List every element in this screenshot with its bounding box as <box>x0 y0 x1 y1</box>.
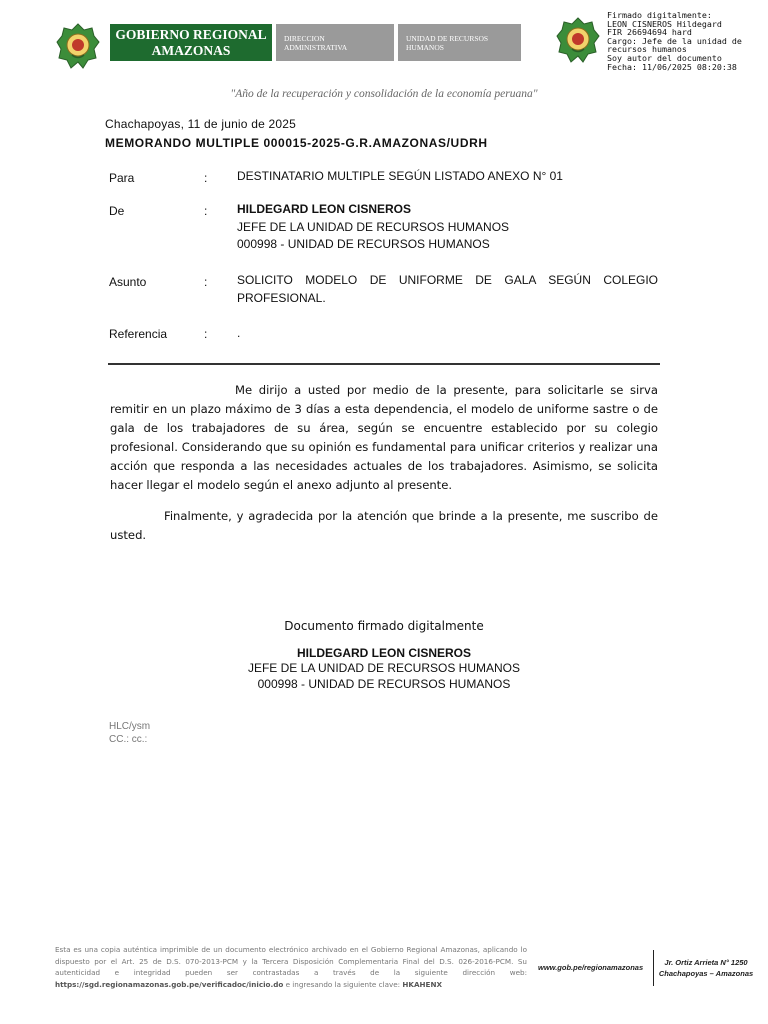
verification-key: HKAHENX <box>402 979 443 989</box>
sig-line: Fecha: 11/06/2025 08:20:38 <box>607 61 737 72</box>
referencia-colon: : <box>204 327 208 341</box>
referencia-value: . <box>237 326 241 340</box>
sig-line: recursos humanos <box>607 44 687 55</box>
address-line2: Chachapoyas – Amazonas <box>658 969 754 978</box>
direction-line2: ADMINISTRATIVA <box>284 42 348 52</box>
cc-line: CC.: cc.: <box>109 734 148 745</box>
para-value: DESTINATARIO MULTIPLE SEGÚN LISTADO ANEXO N° 01 <box>237 169 563 183</box>
asunto-colon: : <box>204 275 208 289</box>
body-paragraph-1: Me dirijo a usted por medio de la presente, para solicitarle se sirva remitir en un plazo máximo de 3 días a esta dependencia, el modelo de uniforme sastre o de gala de los trabajadores de su área, según se encuentre establecido por su colegio profesional. Considerando que su opinión es fundamental para unificar criterios y realizar una acción que responda a las necesidades actuales de los trabajadores. Asimismo, se solicita hacer llegar el modelo según el anexo adjunto al presente. <box>110 383 658 492</box>
regional-emblem-left <box>56 22 100 70</box>
de-position: JEFE DE LA UNIDAD DE RECURSOS HUMANOS <box>237 220 510 234</box>
de-colon: : <box>204 204 208 218</box>
authenticity-notice <box>55 944 527 990</box>
regional-emblem-right <box>556 16 600 64</box>
notice-text-2: e ingresando la siguiente clave: <box>283 979 403 989</box>
body-paragraph-2: Finalmente, y agradecida por la atención que brinde a la presente, me suscribo de usted. <box>110 509 658 542</box>
direction-line1: DIRECCION <box>284 33 325 43</box>
sig-line: Cargo: Jefe de la unidad de <box>607 35 742 46</box>
signer-name: HILDEGARD LEON CISNEROS <box>296 646 471 660</box>
para-colon: : <box>204 171 208 185</box>
unit-line1: UNIDAD DE RECURSOS <box>406 33 489 43</box>
digital-signature-stamp <box>607 11 767 71</box>
signer-unit: 000998 - UNIDAD DE RECURSOS HUMANOS <box>257 677 511 691</box>
referencia-label: Referencia <box>109 327 168 341</box>
memo-title: MEMORANDO MULTIPLE 000015-2025-G.R.AMAZONAS/UDRH <box>105 136 488 150</box>
asunto-value: SOLICITO MODELO DE UNIFORME DE GALA SEGÚN COLEGIO PROFESIONAL. <box>237 273 658 305</box>
signed-note: Documento firmado digitalmente <box>284 619 484 633</box>
initials: HLC/ysm <box>109 721 151 732</box>
asunto-label: Asunto <box>109 275 147 289</box>
verify-link[interactable]: https://sgd.regionamazonas.gob.pe/verificadoc/inicio.do <box>55 979 284 989</box>
year-motto: "Año de la recuperación y consolidación de la economía peruana" <box>230 88 538 100</box>
sig-line: Firmado digitalmente: <box>607 11 712 20</box>
gov-name-line1: GOBIERNO REGIONAL <box>115 26 267 42</box>
website-link[interactable]: www.gob.pe/regionamazonas <box>538 963 644 972</box>
gov-name-line2: AMAZONAS <box>151 42 231 58</box>
unit-line2: HUMANOS <box>406 42 444 52</box>
address-line1: Jr. Ortiz Arrieta N° 1250 <box>664 958 748 967</box>
government-name-box <box>110 24 272 61</box>
de-name: HILDEGARD LEON CISNEROS <box>237 202 412 216</box>
para-label: Para <box>109 171 135 185</box>
signer-position: JEFE DE LA UNIDAD DE RECURSOS HUMANOS <box>247 661 521 675</box>
unit-box <box>398 24 521 61</box>
footer-divider <box>653 950 654 986</box>
dateline: Chachapoyas, 11 de junio de 2025 <box>105 117 296 131</box>
sig-line: FIR 26694694 hard <box>607 27 692 38</box>
address-block <box>656 957 756 979</box>
notice-text: Esta es una copia auténtica imprimible de un documento electrónico archivado en el Gobierno Regional Amazonas, aplicando lo dispuesto por el Art. 25 de D.S. 070-2013-PCM y la Tercera Disposición Complementaria Final del D.S. 026-2016-PCM. Su autenticidad e integridad pueden ser contrastadas a través de la siguiente dirección web: <box>55 945 527 977</box>
de-label: De <box>109 204 125 218</box>
sig-line: Soy autor del documento <box>607 52 722 63</box>
sig-line: LEON CISNEROS Hildegard <box>607 18 722 29</box>
header-divider <box>108 363 660 365</box>
de-unit: 000998 - UNIDAD DE RECURSOS HUMANOS <box>237 237 490 251</box>
direction-box <box>276 24 394 61</box>
